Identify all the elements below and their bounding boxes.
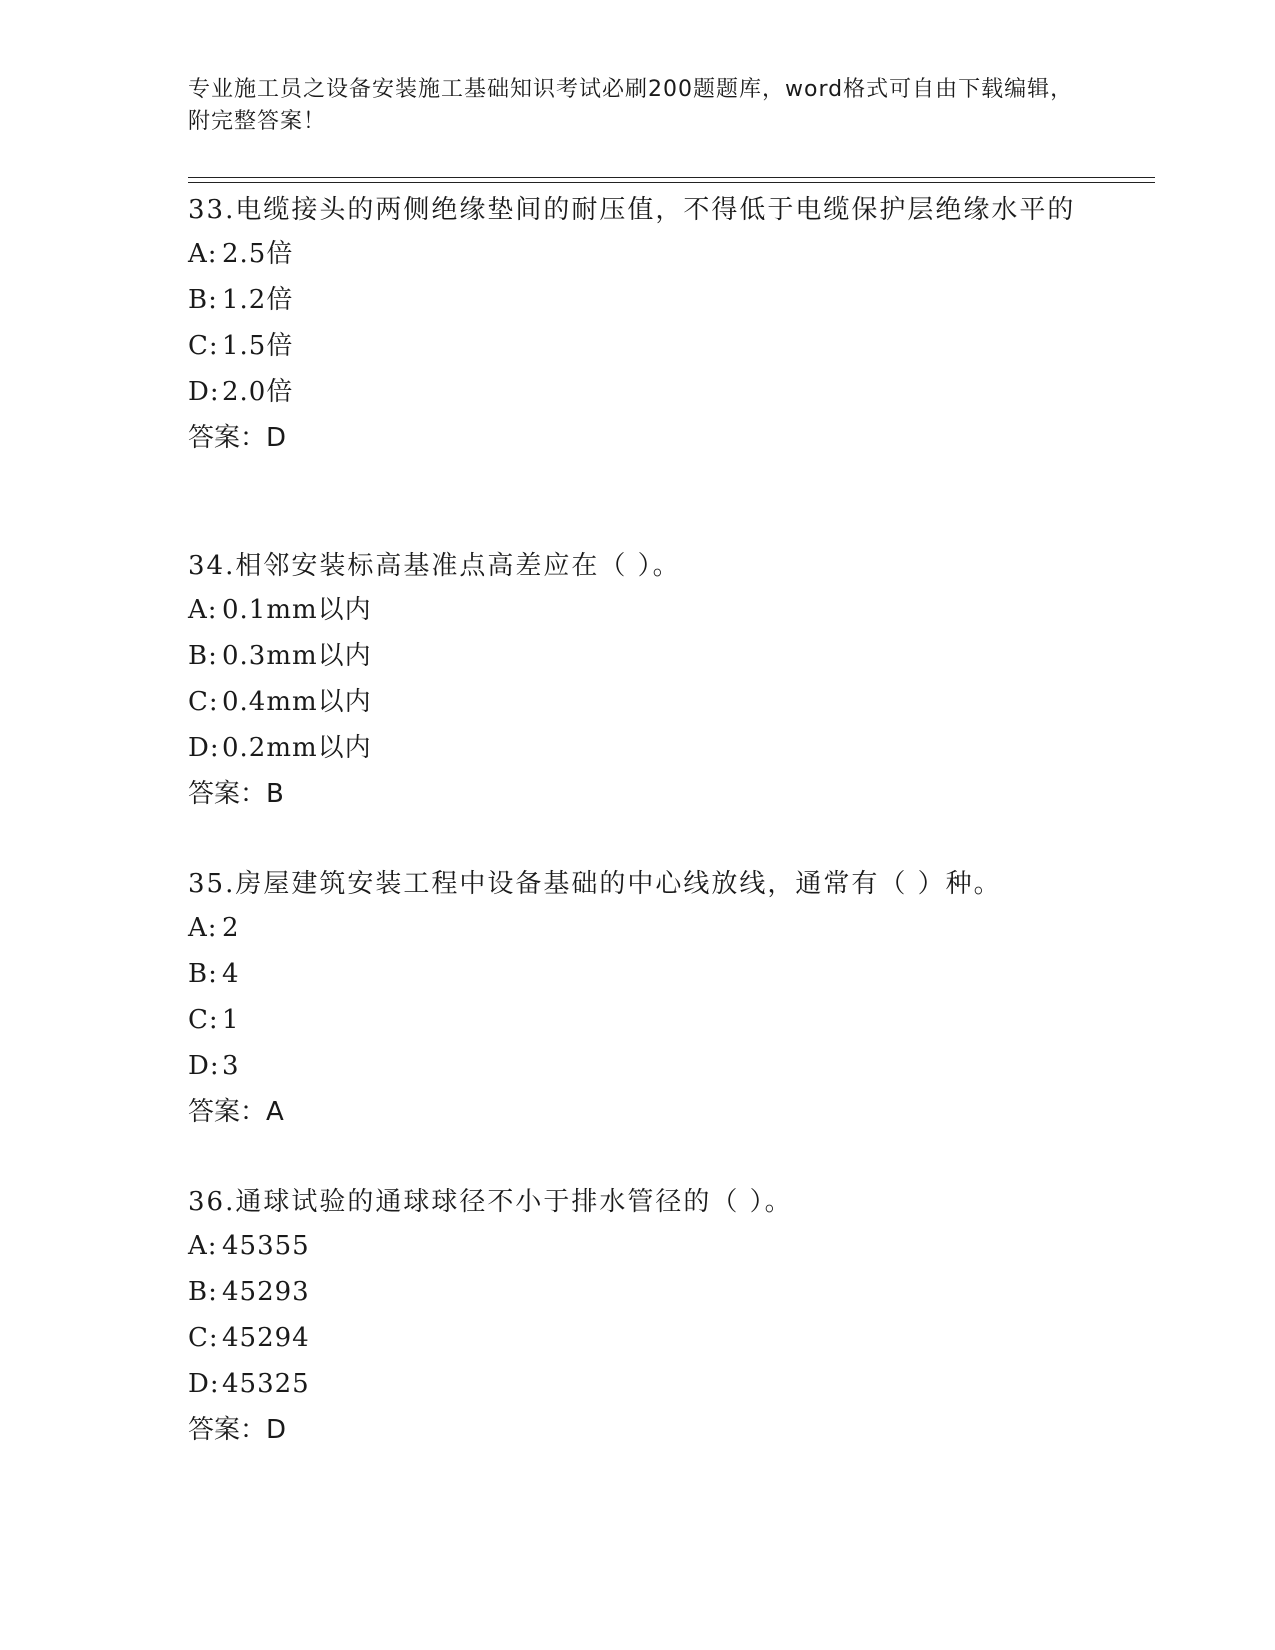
- option-value: 1.2倍: [222, 285, 294, 315]
- option-c: [188, 998, 1088, 1044]
- option-letter: C:: [188, 1005, 219, 1035]
- option-letter: D:: [188, 1369, 220, 1399]
- option-value: 45293: [222, 1277, 310, 1307]
- option-value: 1: [222, 1005, 240, 1035]
- question-34: [188, 544, 1088, 818]
- option-d: [188, 1044, 1088, 1090]
- option-value: 2.0倍: [222, 377, 294, 407]
- option-b: [188, 1270, 1088, 1316]
- answer-label: 答案：D: [188, 1415, 287, 1445]
- option-letter: D:: [188, 1051, 220, 1081]
- option-letter: A:: [188, 1231, 218, 1261]
- option-value: 45355: [222, 1231, 310, 1261]
- document-header: 专业施工员之设备安装施工基础知识考试必刷200题题库，word格式可自由下载编辑，附完整答案！: [188, 77, 1074, 134]
- option-c: [188, 324, 1088, 370]
- option-letter: C:: [188, 1323, 219, 1353]
- option-b: [188, 278, 1088, 324]
- option-letter: B:: [188, 641, 218, 671]
- option-letter: A:: [188, 913, 218, 943]
- option-value: 45294: [222, 1323, 310, 1353]
- answer-label: 答案：D: [188, 423, 287, 453]
- option-b: [188, 952, 1088, 998]
- option-c: [188, 1316, 1088, 1362]
- question-36: [188, 1180, 1088, 1454]
- question-text: 33.电缆接头的两侧绝缘垫间的耐压值，不得低于电缆保护层绝缘水平的: [188, 195, 1076, 225]
- option-letter: B:: [188, 1277, 218, 1307]
- option-value: 2.5倍: [222, 239, 294, 269]
- option-letter: D:: [188, 733, 220, 763]
- question-35: [188, 862, 1088, 1136]
- answer-label: 答案：A: [188, 1097, 284, 1127]
- option-value: 4: [222, 959, 240, 989]
- option-letter: B:: [188, 959, 218, 989]
- option-value: 1.5倍: [222, 331, 294, 361]
- option-c: [188, 680, 1088, 726]
- question-33: [188, 188, 1088, 462]
- option-a: [188, 906, 1088, 952]
- option-d: [188, 370, 1088, 416]
- option-letter: A:: [188, 239, 218, 269]
- option-value: 0.2mm以内: [222, 733, 372, 763]
- option-value: 2: [222, 913, 240, 943]
- question-text: 34.相邻安装标高基准点高差应在（ ）。: [188, 551, 681, 581]
- option-letter: B:: [188, 285, 218, 315]
- option-a: [188, 232, 1088, 278]
- header-divider-bottom: [188, 182, 1155, 183]
- option-value: 0.1mm以内: [222, 595, 372, 625]
- question-text: 36.通球试验的通球球径不小于排水管径的（ ）。: [188, 1187, 793, 1217]
- option-letter: D:: [188, 377, 220, 407]
- option-a: [188, 588, 1088, 634]
- option-value: 3: [222, 1051, 240, 1081]
- option-a: [188, 1224, 1088, 1270]
- option-letter: A:: [188, 595, 218, 625]
- option-value: 0.4mm以内: [222, 687, 372, 717]
- option-d: [188, 726, 1088, 772]
- header-divider-top: [188, 177, 1155, 178]
- option-letter: C:: [188, 687, 219, 717]
- question-text: 35.房屋建筑安装工程中设备基础的中心线放线，通常有（ ）种。: [188, 869, 1002, 899]
- option-value: 45325: [222, 1369, 310, 1399]
- option-d: [188, 1362, 1088, 1408]
- option-b: [188, 634, 1088, 680]
- option-value: 0.3mm以内: [222, 641, 372, 671]
- answer-label: 答案：B: [188, 779, 284, 809]
- option-letter: C:: [188, 331, 219, 361]
